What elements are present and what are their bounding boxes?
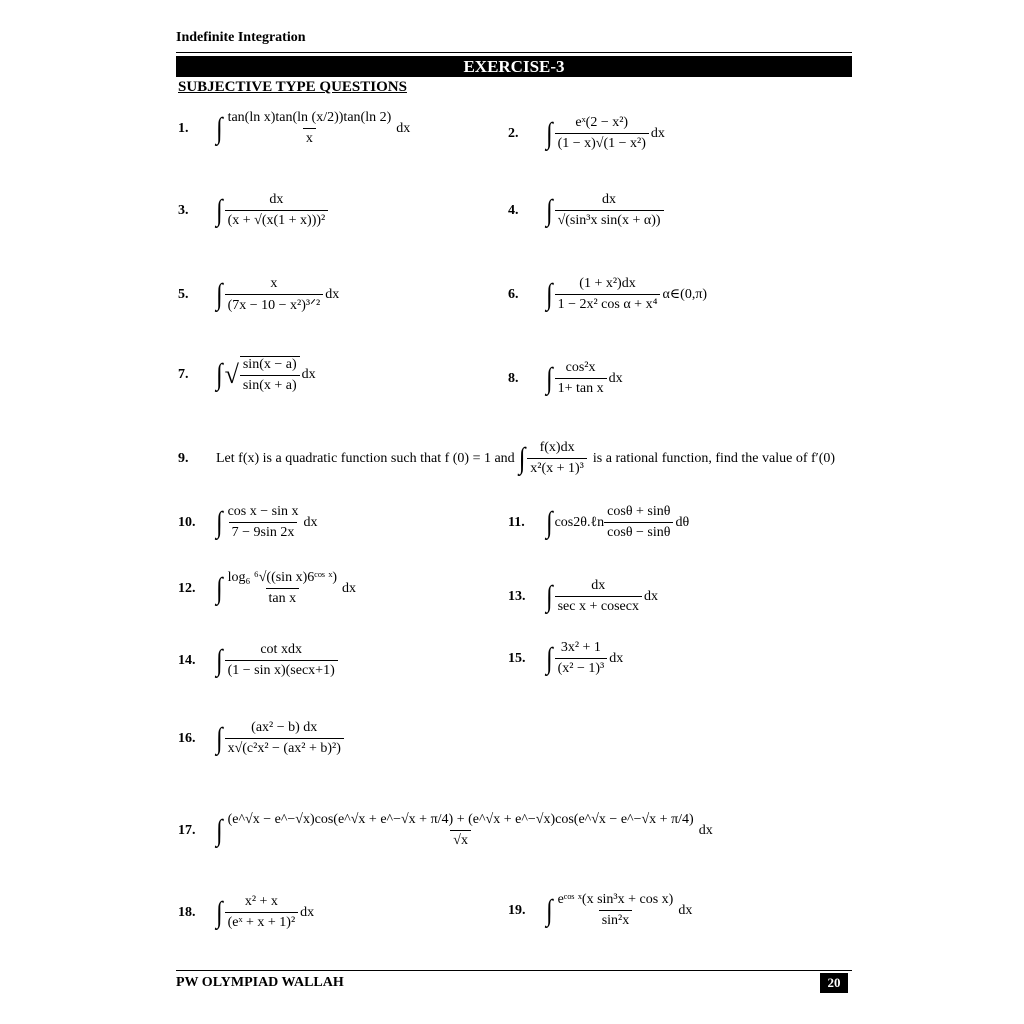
fraction (225, 812, 697, 849)
numerator: (ax² − b) dx (251, 720, 318, 735)
denominator: (7x − 10 − x²)³ᐟ² (225, 294, 324, 314)
fraction (225, 276, 324, 314)
integral-sign: ∫ (546, 117, 553, 150)
numerator: x² + x (244, 894, 278, 909)
fraction (225, 110, 395, 147)
question-number: 15. (508, 650, 526, 666)
denominator: 1 − 2x² cos α + x⁴ (555, 294, 661, 313)
question-3 (178, 192, 328, 229)
question-number: 3. (178, 202, 189, 218)
integral-sign: ∫ (546, 362, 553, 395)
denominator: sin²x (599, 910, 633, 929)
question-17 (178, 812, 713, 849)
numerator: (e^√x − e^−√x)cos(e^√x + e^−√x + π/4) + (e^√x + e^−√x)cos(e^√x − e^−√x + π/4) (227, 812, 694, 827)
question-12 (178, 570, 356, 607)
numerator: cosθ + sinθ (607, 504, 671, 519)
denominator: x (303, 128, 316, 147)
denominator: sec x + cosecx (555, 596, 642, 615)
fraction (555, 360, 607, 397)
denominator: 7 − 9sin 2x (229, 522, 298, 541)
numerator: cos²x (565, 360, 596, 375)
question-number: 14. (178, 652, 196, 668)
question-8 (508, 360, 623, 397)
question-number: 12. (178, 580, 196, 596)
fraction (555, 640, 608, 677)
denominator: √x (450, 830, 471, 849)
question-2 (508, 115, 665, 152)
denominator: cosθ − sinθ (604, 522, 673, 541)
integral-sign: ∫ (216, 112, 223, 145)
denominator: (1 − sin x)(secx+1) (225, 660, 338, 679)
integrand-prefix: cos2θ.ℓn (554, 514, 605, 530)
fraction (555, 276, 661, 313)
integral-sign: ∫ (216, 278, 223, 312)
question-number: 4. (508, 202, 519, 218)
denominator: x²(x + 1)³ (527, 458, 587, 477)
dx-label: dx (698, 822, 713, 838)
question-number: 8. (508, 370, 519, 386)
question-number: 7. (178, 367, 189, 382)
denominator: (x + √(x(1 + x)))² (225, 210, 329, 229)
numerator: log₆ ⁶√((sin x)6ᶜᵒˢ ˣ) (227, 570, 338, 585)
integral-sign: ∫ (216, 722, 223, 755)
fraction (225, 894, 299, 931)
question-19 (508, 892, 692, 929)
numerator: dx (602, 192, 617, 207)
dx-label: dx (342, 580, 357, 596)
fraction (555, 192, 664, 229)
numerator: cot xdx (260, 642, 302, 657)
integral-sign: ∫ (216, 194, 223, 227)
fraction (555, 578, 642, 615)
integral-sign: ∫ (546, 642, 553, 675)
fraction (225, 504, 302, 541)
integral-sign: ∫ (216, 506, 223, 539)
numerator: sin(x − a) (242, 357, 297, 372)
footer-publisher: PW OLYMPIAD WALLAH (176, 975, 344, 990)
question-1 (178, 110, 410, 147)
footer-rule (176, 970, 852, 971)
header-rule (176, 52, 852, 53)
fraction (225, 192, 329, 229)
question-number: 2. (508, 125, 519, 141)
dx-label: dx (643, 588, 658, 604)
question-number: 5. (178, 287, 189, 302)
question-text: Let f(x) is a quadratic function such that f (0) = 1 and (216, 450, 515, 466)
dx-label: dx (396, 120, 411, 136)
fraction (225, 570, 340, 607)
integral-sign: ∫ (216, 814, 223, 847)
question-18 (178, 894, 314, 931)
numerator: eᶜᵒˢ ˣ(x sin³x + cos x) (557, 892, 674, 907)
denominator: (eˣ + x + 1)² (225, 912, 299, 931)
question-number: 16. (178, 730, 196, 746)
numerator: tan(ln x)tan(ln (x/2))tan(ln 2) (227, 110, 392, 125)
domain-condition: α∈(0,π) (662, 287, 708, 302)
denominator: √(sin³x sin(x + α)) (555, 210, 664, 229)
fraction (555, 892, 677, 929)
section-heading: SUBJECTIVE TYPE QUESTIONS (178, 79, 407, 95)
dx-label: dx (325, 287, 340, 302)
numerator: eˣ(2 − x²) (575, 115, 629, 130)
question-number: 19. (508, 902, 526, 918)
fraction (225, 720, 344, 757)
dx-label: dx (608, 370, 623, 386)
integral-sign: ∫ (216, 358, 223, 392)
question-number: 10. (178, 514, 196, 530)
numerator: x (270, 276, 278, 291)
question-14 (178, 642, 338, 679)
integral-sign: ∫ (216, 572, 223, 605)
fraction (225, 642, 338, 679)
question-13 (508, 578, 658, 615)
question-16 (178, 720, 344, 757)
denominator: (1 − x)√(1 − x²) (555, 133, 649, 152)
numerator: cos x − sin x (227, 504, 299, 519)
question-text: is a rational function, find the value of f′(0) (592, 450, 836, 466)
dtheta-label: dθ (675, 514, 690, 530)
question-number: 17. (178, 822, 196, 838)
dx-label: dx (678, 902, 693, 918)
question-15 (508, 640, 623, 677)
integral-sign: ∫ (216, 896, 223, 929)
dx-label: dx (609, 650, 624, 666)
fraction (604, 504, 673, 541)
page-number: 20 (820, 973, 848, 993)
question-number: 11. (508, 514, 525, 530)
denominator: 1+ tan x (555, 378, 607, 397)
denominator: x√(c²x² − (ax² + b)²) (225, 738, 344, 757)
question-6 (508, 276, 707, 313)
numerator: f(x)dx (539, 440, 575, 455)
integral-sign: ∫ (546, 278, 553, 311)
fraction (527, 440, 587, 477)
question-number: 13. (508, 588, 526, 604)
integral-sign: ∫ (546, 506, 553, 539)
integral-sign: ∫ (546, 194, 553, 227)
denominator: sin(x + a) (240, 375, 300, 394)
question-7 (178, 356, 316, 394)
question-9 (178, 440, 835, 477)
numerator: dx (591, 578, 606, 593)
denominator: tan x (266, 588, 300, 607)
header-title: Indefinite Integration (176, 30, 306, 45)
question-number: 1. (178, 120, 189, 136)
fraction (240, 356, 300, 394)
sqrt-icon: √ (224, 360, 239, 389)
dx-label: dx (301, 367, 316, 382)
dx-label: dx (650, 125, 665, 141)
numerator: 3x² + 1 (560, 640, 601, 655)
question-4 (508, 192, 664, 229)
question-number: 9. (178, 450, 189, 466)
question-11 (508, 504, 689, 541)
denominator: (x² − 1)³ (555, 658, 608, 677)
integral-sign: ∫ (546, 580, 553, 613)
question-5 (178, 276, 339, 314)
dx-label: dx (300, 904, 315, 920)
integral-sign: ∫ (546, 894, 553, 927)
question-number: 18. (178, 904, 196, 920)
question-number: 6. (508, 286, 519, 302)
fraction (555, 115, 649, 152)
numerator: (1 + x²)dx (579, 276, 636, 291)
integral-sign: ∫ (518, 442, 526, 475)
integral-sign: ∫ (216, 644, 223, 677)
exercise-title: EXERCISE-3 (176, 56, 852, 77)
numerator: dx (269, 192, 284, 207)
dx-label: dx (303, 514, 318, 530)
question-10 (178, 504, 317, 541)
